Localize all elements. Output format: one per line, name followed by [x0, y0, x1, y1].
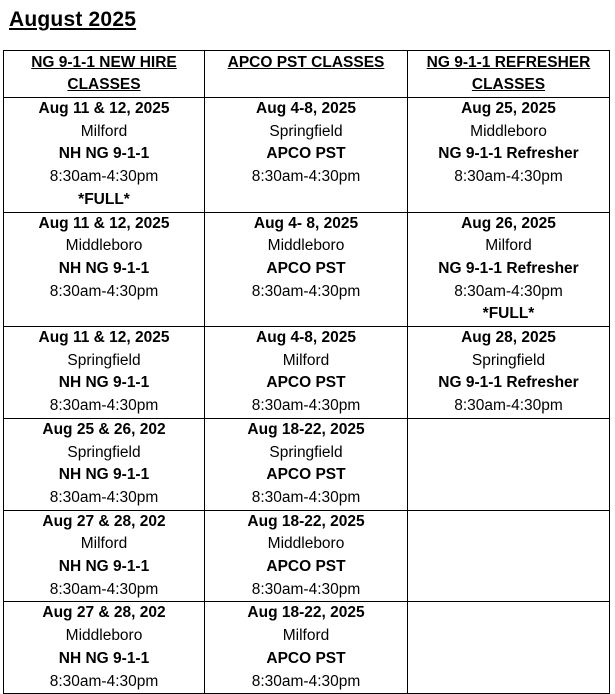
header-refresher — [408, 51, 610, 98]
class-location: Middleboro — [470, 122, 547, 140]
class-cell-apco-pst — [205, 418, 408, 510]
table-row — [4, 212, 610, 327]
header-apco-pst — [205, 51, 408, 98]
class-course: NH NG 9-1-1 — [58, 558, 150, 576]
class-location: Milford — [485, 237, 532, 255]
class-time: 8:30am-4:30pm — [49, 282, 159, 300]
class-date: Aug 4- 8, 2025 — [253, 214, 359, 232]
class-course: NH NG 9-1-1 — [58, 649, 150, 667]
class-location: Middleboro — [267, 237, 345, 255]
header-new-hire — [4, 51, 205, 98]
class-location: Milford — [282, 351, 330, 369]
class-date: Aug 4-8, 2025 — [256, 329, 356, 347]
class-time: 8:30am-4:30pm — [49, 168, 159, 186]
class-time: 8:30am-4:30pm — [49, 580, 159, 598]
class-date: Aug 18-22, 2025 — [247, 420, 365, 438]
class-time: 8:30am-4:30pm — [454, 282, 563, 300]
header-refresher-label: NG 9-1-1 REFRESHER CLASSES — [426, 54, 591, 93]
class-cell-refresher — [408, 212, 610, 327]
class-cell-new-hire — [4, 510, 205, 602]
class-time: 8:30am-4:30pm — [49, 397, 159, 415]
class-note: *FULL* — [482, 305, 535, 323]
class-cell-refresher — [408, 418, 610, 510]
class-date: Aug 28, 2025 — [461, 329, 556, 347]
class-time: 8:30am-4:30pm — [251, 282, 361, 300]
class-course: APCO PST — [266, 466, 346, 484]
class-course: APCO PST — [266, 374, 346, 392]
class-cell-apco-pst — [205, 510, 408, 602]
class-cell-new-hire — [4, 418, 205, 510]
class-cell-new-hire — [4, 602, 205, 694]
class-location: Milford — [282, 627, 330, 645]
class-date: Aug 18-22, 2025 — [247, 512, 365, 530]
table-row — [4, 510, 610, 602]
class-cell-new-hire — [4, 98, 205, 213]
class-location: Springfield — [67, 443, 141, 461]
class-cell-apco-pst — [205, 327, 408, 419]
class-cell-new-hire — [4, 327, 205, 419]
class-time: 8:30am-4:30pm — [251, 397, 361, 415]
class-cell-apco-pst — [205, 212, 408, 327]
table-row — [4, 602, 610, 694]
class-location: Milford — [80, 122, 128, 140]
class-course: NG 9-1-1 Refresher — [438, 374, 579, 392]
class-date: Aug 11 & 12, 2025 — [38, 100, 170, 117]
class-date: Aug 25, 2025 — [461, 100, 556, 117]
class-time: 8:30am-4:30pm — [454, 397, 563, 415]
class-time: 8:30am-4:30pm — [251, 168, 361, 186]
class-date: Aug 27 & 28, 202 — [42, 512, 166, 530]
class-course: NH NG 9-1-1 — [58, 374, 150, 392]
class-location: Springfield — [471, 351, 546, 369]
class-location: Middleboro — [267, 535, 345, 553]
class-time: 8:30am-4:30pm — [49, 672, 159, 690]
class-course: NH NG 9-1-1 — [58, 145, 150, 163]
class-course: APCO PST — [266, 558, 346, 576]
class-date: Aug 11 & 12, 2025 — [38, 214, 170, 232]
table-row — [4, 327, 610, 419]
table-row — [4, 418, 610, 510]
class-date: Aug 26, 2025 — [461, 214, 556, 232]
class-location: Springfield — [269, 122, 343, 140]
class-time: 8:30am-4:30pm — [251, 672, 361, 690]
class-course: NH NG 9-1-1 — [58, 259, 150, 277]
class-date: Aug 4-8, 2025 — [256, 100, 356, 117]
table-row — [4, 98, 610, 213]
class-location: Milford — [80, 535, 128, 553]
class-course: APCO PST — [266, 649, 346, 667]
class-date: Aug 18-22, 2025 — [247, 604, 365, 622]
class-course: NG 9-1-1 Refresher — [438, 259, 579, 277]
class-course: APCO PST — [266, 145, 346, 163]
page-title: August 2025 — [9, 8, 137, 31]
class-location: Middleboro — [65, 237, 143, 255]
class-note: *FULL* — [78, 190, 130, 208]
class-time: 8:30am-4:30pm — [454, 168, 563, 186]
class-time: 8:30am-4:30pm — [251, 580, 361, 598]
class-schedule-table — [3, 50, 610, 694]
class-location: Springfield — [269, 443, 343, 461]
class-date: Aug 11 & 12, 2025 — [38, 329, 170, 347]
header-row — [4, 51, 610, 98]
class-course: NG 9-1-1 Refresher — [438, 145, 579, 163]
class-course: NH NG 9-1-1 — [58, 466, 150, 484]
class-cell-new-hire — [4, 212, 205, 327]
class-cell-apco-pst — [205, 602, 408, 694]
class-cell-refresher — [408, 510, 610, 602]
class-time: 8:30am-4:30pm — [251, 488, 361, 506]
class-cell-refresher — [408, 98, 610, 213]
class-location: Middleboro — [65, 627, 143, 645]
class-cell-refresher — [408, 327, 610, 419]
class-time: 8:30am-4:30pm — [49, 488, 159, 506]
class-cell-refresher — [408, 602, 610, 694]
class-location: Springfield — [67, 351, 141, 369]
header-new-hire-label: NG 9-1-1 NEW HIRE CLASSES — [31, 54, 177, 93]
header-apco-pst-label: APCO PST CLASSES — [227, 54, 385, 71]
class-course: APCO PST — [266, 259, 346, 277]
class-date: Aug 27 & 28, 202 — [42, 604, 166, 622]
class-date: Aug 25 & 26, 202 — [42, 420, 166, 438]
class-cell-apco-pst — [205, 98, 408, 213]
